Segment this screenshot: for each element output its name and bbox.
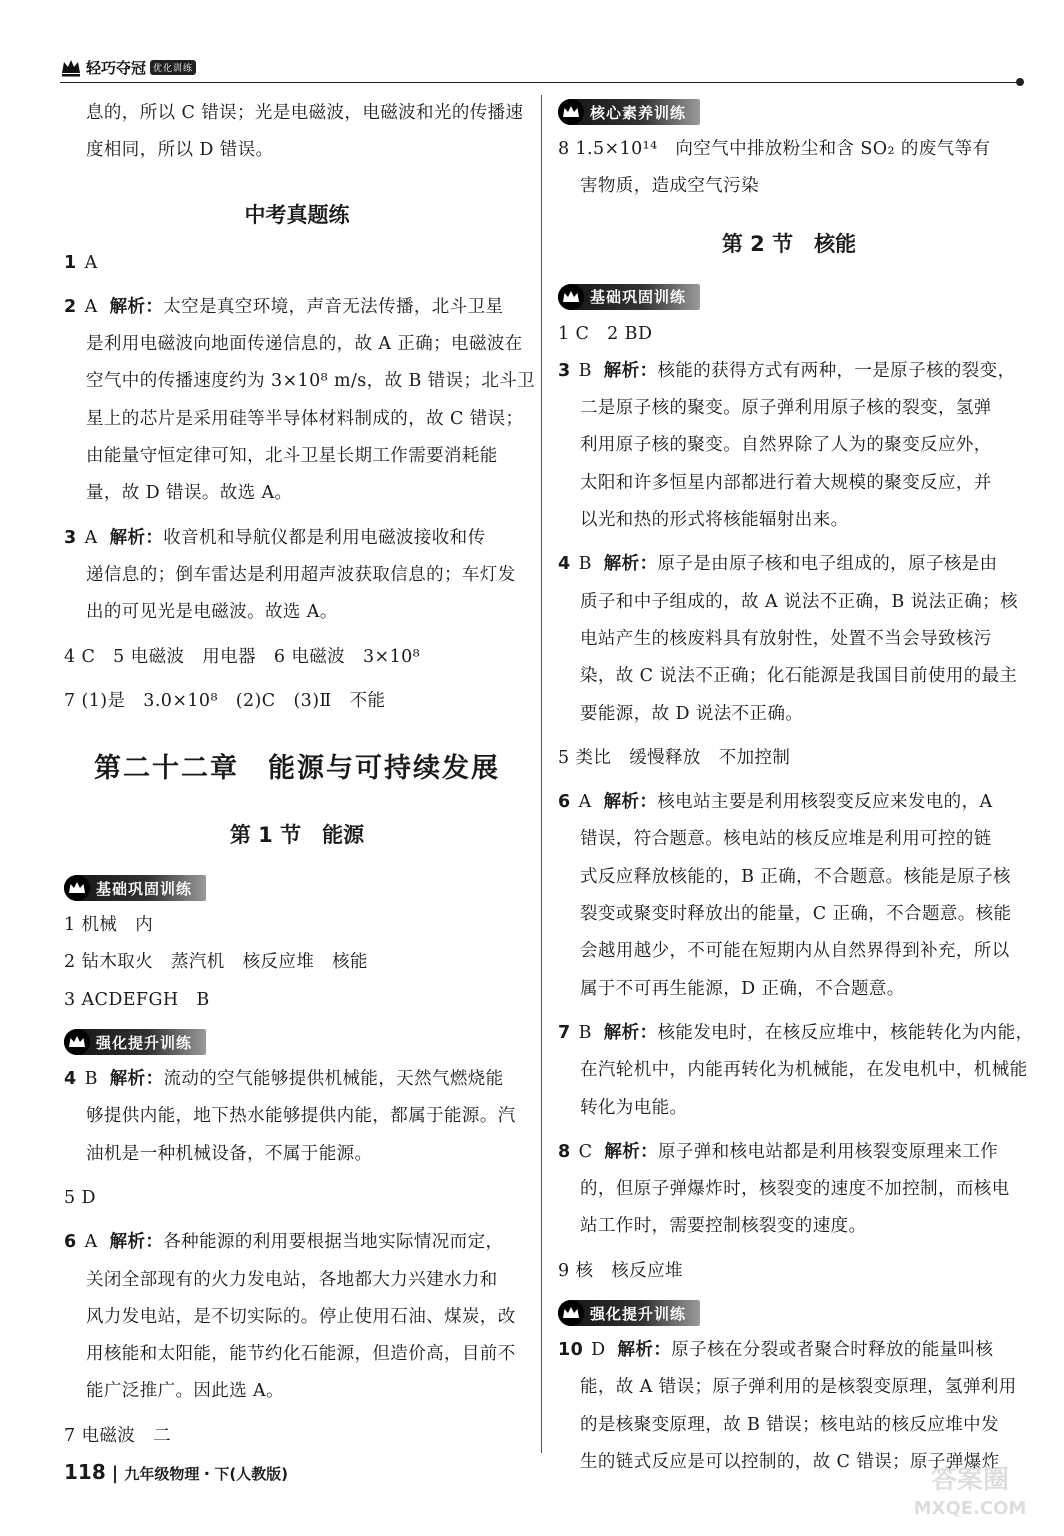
item-answer: B [578,554,592,575]
analysis-text: 染，故 C 说法不正确；化石能源是我国目前使用的最主 [580,666,1018,687]
item-number: 2 [64,296,77,317]
analysis-text: 式反应释放核能的，B 正确，不合题意。核能是原子核 [580,866,1011,887]
svg-text:MXQE.COM: MXQE.COM [913,1498,1027,1519]
header-rule [60,82,1018,83]
answer-item [558,353,1020,539]
analysis-text: 错误，符合题意。核电站的核反应堆是利用可控的链 [580,829,992,850]
continuation-line: 度相同，所以 D 错误。 [86,140,274,161]
analysis-text: 用核能和太阳能，能节约化石能源，但造价高，目前不 [86,1344,516,1365]
header-dot [1016,78,1024,86]
crown-icon [64,875,90,901]
answer-item [558,546,1020,732]
answer-item [558,1015,1034,1127]
item-number: 1 [64,252,77,273]
analysis-label: 解析： [109,527,164,548]
answer-line: 1 C 2 BD [558,323,653,344]
analysis-label: 解析： [109,1232,164,1253]
item-answer: B [578,1022,592,1043]
column-divider [541,95,542,1453]
analysis-text: 量，故 D 错误。故选 A。 [86,483,293,504]
right-column [558,95,1034,1481]
footer-book-title: 九年级物理・下(人教版) [124,1465,289,1483]
analysis-text: 二是原子核的聚变。原子弹利用原子核的裂变，氢弹 [580,398,992,419]
analysis-text: 收音机和导航仪都是利用电磁波接收和传 [163,527,486,548]
item-answer: D [591,1340,606,1361]
banner-advanced-training [558,1300,700,1326]
answer-item [558,784,1020,1008]
analysis-text: 在汽轮机中，内能再转化为机械能，在发电机中，机械能 [580,1060,1028,1081]
crown-icon [558,99,584,125]
section-title: 第 2 节 核能 [721,231,857,256]
brand-logo [60,54,196,80]
analysis-label: 解析： [603,1022,658,1043]
crown-icon [60,56,82,78]
answer-line: 7 (1)是 3.0×10⁸ (2)C (3)Ⅱ 不能 [64,690,386,711]
analysis-text: 星上的芯片是采用硅等半导体材料制成的，故 C 错误； [86,408,524,429]
analysis-label: 解析： [109,296,164,317]
item-number: 6 [558,792,571,813]
answer-item [64,245,530,282]
brand-name: 轻巧夺冠 [86,58,147,77]
continuation-line: 息的，所以 C 错误；光是电磁波，电磁波和光的传播速 [86,103,524,123]
analysis-text: 原子是由原子核和电子组成的，原子核是由 [657,554,998,575]
analysis-text: 各种能源的利用要根据当地实际情况而定， [163,1232,504,1253]
banner-label: 强化提升训练 [590,1304,687,1323]
analysis-label: 解析： [603,360,658,381]
analysis-text: 利用原子核的聚变。自然界除了人为的聚变反应外， [580,435,992,456]
answer-line: 害物质，造成空气污染 [580,176,759,197]
analysis-text: 太阳和许多恒星内部都进行着大规模的聚变反应，并 [580,472,992,493]
analysis-text: 以光和热的形式将核能辐射出来。 [580,510,849,531]
answer-item [64,520,530,632]
item-answer: A [578,792,592,813]
item-number: 4 [64,1069,77,1090]
analysis-text: 转化为电能。 [580,1097,688,1118]
crown-icon [64,1029,90,1055]
answer-line: 4 C 5 电磁波 用电器 6 电磁波 3×10⁸ [64,646,421,667]
analysis-label: 解析： [603,792,658,813]
analysis-text: 出的可见光是电磁波。故选 A。 [86,602,338,623]
analysis-text: 风力发电站，是不切实际的。停止使用石油、煤炭，改 [86,1306,516,1327]
analysis-text: 油机是一种机械设备，不属于能源。 [86,1143,373,1164]
analysis-text: 关闭全部现有的火力发电站，各地都大力兴建水力和 [86,1269,498,1290]
analysis-label: 解析： [603,554,658,575]
section-title-zhongkao: 中考真题练 [244,202,350,227]
page-header [60,54,1020,84]
item-answer: B [578,360,592,381]
analysis-text: 核能的获得方式有两种，一是原子核的裂变， [657,360,1016,381]
page-number: 118 [64,1460,106,1484]
banner-label: 基础巩固训练 [96,879,193,898]
crown-icon [558,284,584,310]
analysis-text: 空气中的传播速度约为 3×10⁸ m/s，故 B 错误；北斗卫 [86,371,536,392]
watermark-logo [890,1458,1050,1522]
analysis-text: 是利用电磁波向地面传递信息的，故 A 正确；电磁波在 [86,334,523,355]
item-number: 8 [558,1141,571,1162]
analysis-text: 质子和中子组成的，故 A 说法不正确，B 说法正确；核 [580,591,1018,612]
answer-line: 9 核 核反应堆 [558,1260,683,1281]
banner-basic-training [558,284,700,310]
analysis-text: 站工作时，需要控制核裂变的速度。 [580,1216,867,1237]
crown-icon [558,1300,584,1326]
analysis-text: 的，但原子弹爆炸时，核裂变的速度不加控制，而核电 [580,1179,1010,1200]
banner-label: 基础巩固训练 [590,288,687,307]
analysis-text: 太空是真空环境，声音无法传播，北斗卫星 [163,296,504,317]
svg-text:答案圈: 答案圈 [930,1465,1010,1495]
banner-basic-training [64,875,206,901]
item-number: 10 [558,1340,584,1361]
analysis-text: 递信息的；倒车雷达是利用超声波获取信息的；车灯发 [86,564,516,585]
analysis-text: 要能源，故 D 说法不正确。 [580,703,804,724]
answer-item [64,289,536,513]
analysis-text: 核能发电时，在核反应堆中，核能转化为内能， [657,1022,1034,1043]
footer-separator: | [111,1463,119,1484]
item-answer: C [578,1141,593,1162]
analysis-text: 由能量守恒定律可知，北斗卫星长期工作需要消耗能 [86,446,498,467]
answer-line: 1 机械 内 [64,915,154,936]
banner-advanced-training [64,1029,206,1055]
analysis-label: 解析： [604,1141,659,1162]
item-answer: A [84,527,98,548]
analysis-text: 裂变或聚变时释放出的能量，C 正确，不合题意。核能 [580,904,1012,925]
banner-label: 核心素养训练 [590,103,687,122]
item-number: 6 [64,1232,77,1253]
analysis-text: 流动的空气能够提供机械能，天然气燃烧能 [163,1069,504,1090]
item-answer: A [84,1232,98,1253]
answer-line: 5 类比 缓慢释放 不加控制 [558,747,791,768]
answer-line: 3 ACDEFGH B [64,989,210,1010]
brand-subtitle: 优化训练 [150,60,196,75]
item-answer: A [84,296,98,317]
answer-line: 8 1.5×10¹⁴ 向空气中排放粉尘和含 SO₂ 的废气等有 [558,139,991,159]
analysis-text: 核电站主要是利用核裂变反应来发电的，A [657,792,993,813]
banner-label: 强化提升训练 [96,1033,193,1052]
answer-line: 2 钻木取火 蒸汽机 核反应堆 核能 [64,952,368,973]
analysis-text: 能，故 A 错误；原子弹利用的是核裂变原理，氢弹利用 [580,1377,1017,1398]
analysis-label: 解析： [109,1069,164,1090]
item-number: 3 [64,527,77,548]
analysis-text: 能广泛推广。因此选 A。 [86,1381,284,1402]
item-number: 7 [558,1022,571,1043]
page-footer [64,1460,288,1490]
analysis-text: 会越用越少，不可能在短期内从自然界得到补充，所以 [580,941,1010,962]
answer-line: 5 D [64,1187,96,1208]
section-title: 第 1 节 能源 [229,823,365,848]
chapter-title: 第二十二章 能源与可持续发展 [94,753,500,785]
analysis-label: 解析： [617,1340,672,1361]
answer-item [558,1134,1020,1246]
item-answer: A [84,252,98,273]
analysis-text: 生的链式反应是可以控制的，故 C 错误；原子弹爆炸 [580,1451,1000,1472]
watermark-icon [890,1458,1050,1522]
analysis-text: 原子核在分裂或者聚合时释放的能量叫核 [671,1340,994,1361]
analysis-text: 电站产生的核废料具有放射性，处置不当会导致核污 [580,628,992,649]
answer-line: 7 电磁波 二 [64,1425,171,1446]
banner-core-literacy [558,99,700,125]
item-number: 3 [558,360,571,381]
left-column [64,95,536,1455]
answer-item [64,1224,530,1410]
analysis-text: 够提供内能，地下热水能够提供内能，都属于能源。汽 [86,1106,516,1127]
item-number: 4 [558,554,571,575]
item-answer: B [84,1069,98,1090]
analysis-text: 原子弹和核电站都是利用核裂变原理来工作 [658,1141,999,1162]
analysis-text: 属于不可再生能源，D 正确，不合题意。 [580,978,905,999]
analysis-text: 的是核聚变原理，故 B 错误；核电站的核反应堆中发 [580,1414,999,1435]
answer-item [64,1061,530,1173]
